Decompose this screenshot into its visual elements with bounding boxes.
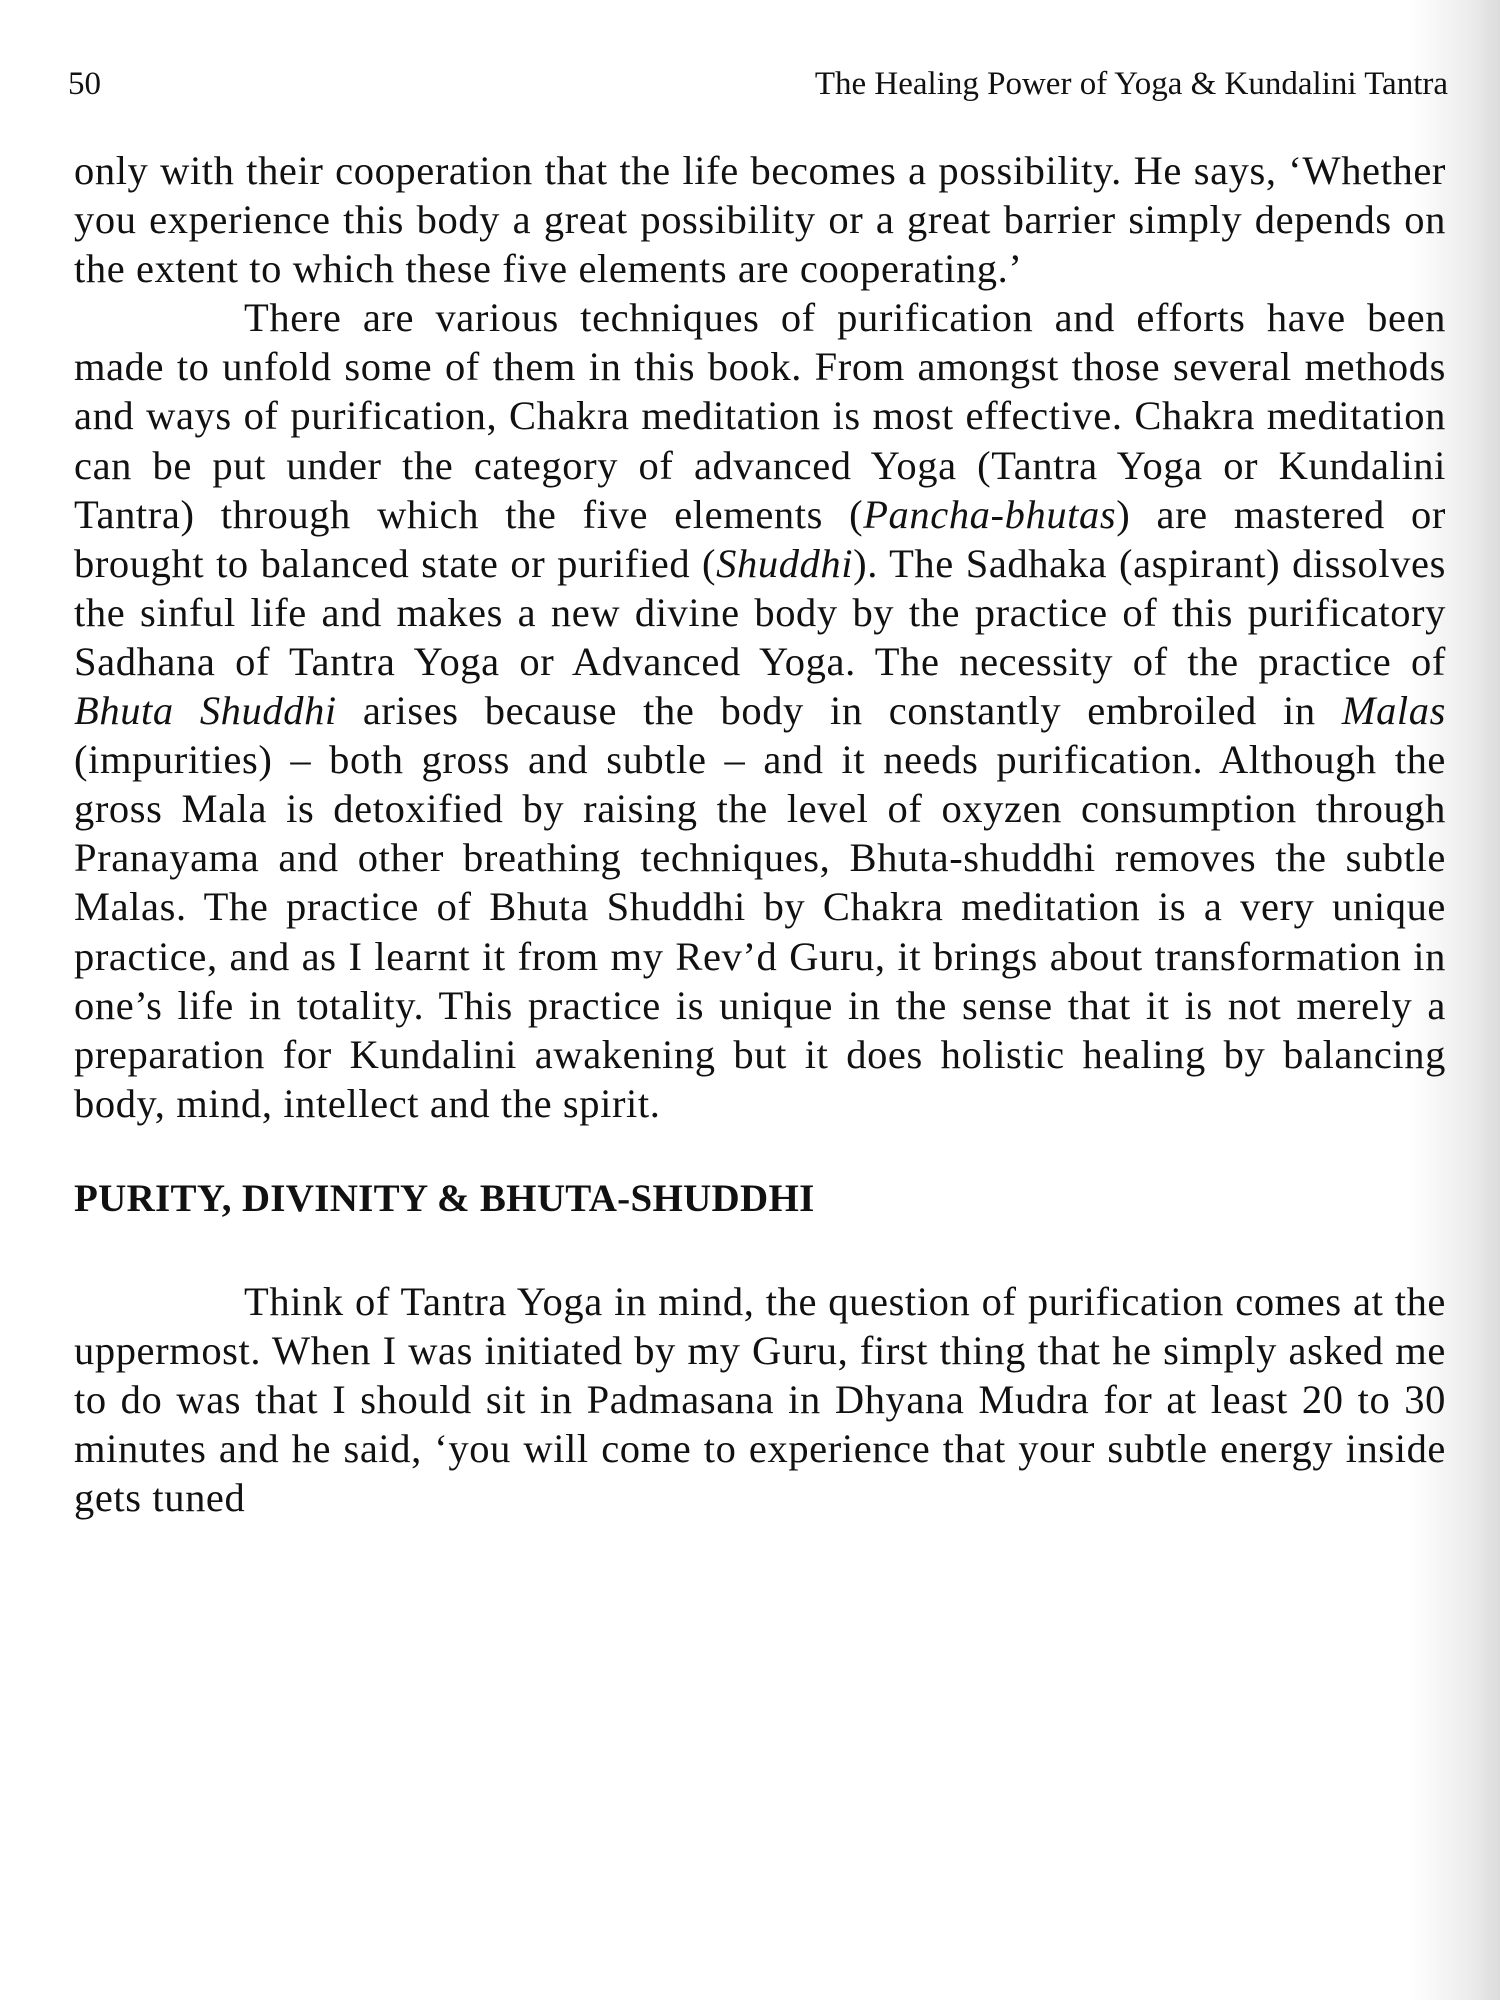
- section-heading: PURITY, DIVINITY & BHUTA-SHUDDHI: [74, 1176, 815, 1220]
- page-header: [68, 66, 1448, 116]
- italic-term: Shuddhi: [716, 540, 854, 586]
- running-title: The Healing Power of Yoga & Kundalini Tantra: [814, 66, 1448, 102]
- paragraph-purification-techniques: [74, 293, 1446, 1128]
- paragraph-text: ) are mastered or brought to balanced state or purified (: [74, 491, 1446, 586]
- italic-term: Malas: [1341, 688, 1446, 734]
- italic-term: Bhuta Shuddhi: [74, 688, 337, 734]
- paragraph-text: arises because the body in constantly embroiled in: [336, 688, 1342, 734]
- page-number: 50: [68, 66, 101, 102]
- paragraph-continuation: only with their cooperation that the life becomes a possibility. He says, ‘Whether you experience this body a great possibility or a great barrier simply depends on the extent to which these five elements are cooperating.’: [74, 148, 1446, 292]
- italic-term: Pancha-bhutas: [863, 491, 1117, 537]
- paragraph-text: (impurities) – both gross and subtle – and it needs purification. Although the gross Mala is detoxified by raising the level of oxyzen consumption through Pranayama and other breathing techniques, Bhuta-shuddhi removes the subtle Malas. The practice of Bhuta Shuddhi by Chakra meditation is a very unique practice, and as I learnt it from my Rev’d Guru, it brings about transformation in one’s life in totality. This practice is unique in the sense that it is not merely a preparation for Kundalini awakening but it does holistic healing by balancing body, mind, intellect and the spirit.: [74, 737, 1446, 1126]
- page-body: [74, 146, 1446, 1522]
- paragraph-tantra-yoga: [74, 1277, 1446, 1522]
- paragraph-text: ). The Sadhaka (aspirant) dissolves the sinful life and makes a new divine body by the practice of this purificatory Sadhana of Tantra Yoga or Advanced Yoga. The necessity of the practice of: [74, 540, 1446, 684]
- paragraph-text: Think of Tantra Yoga in mind, the question of purification comes at the uppermost. When I was initiated by my Guru, first thing that he simply asked me to do was that I should sit in Padmasana in Dhyana Mudra for at least 20 to 30 minutes and he said, ‘you will come to experience that your subtle energy inside gets tuned: [74, 1278, 1446, 1521]
- paragraph-text: There are various techniques of purification and efforts have been made to unfold some of them in this book. From amongst those several methods and ways of purification, Chakra meditation is most effective. Chakra meditation can be put under the category of advanced Yoga (Tantra Yoga or Kundalini Tantra) through which the five elements (: [74, 295, 1446, 537]
